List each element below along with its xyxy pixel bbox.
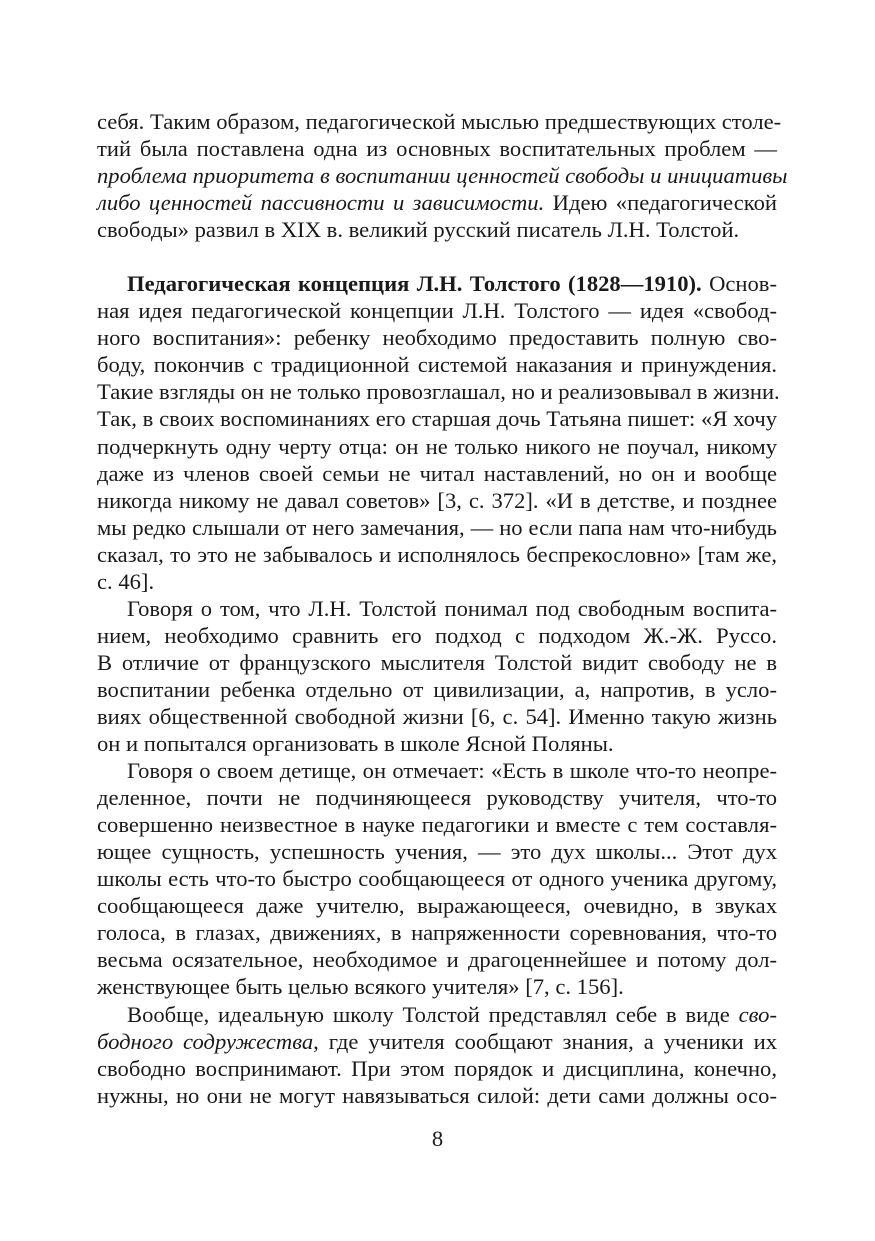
section-spacer	[97, 243, 777, 270]
text-line: подчеркнуть одну черту отца: он не только никого не поучал, никому	[97, 433, 777, 459]
paragraph-intro	[97, 108, 788, 243]
paragraph-rousseau-comparison	[97, 595, 777, 757]
text-line: совершенно неизвестное в науке педагогики и вместе с тем составля-	[97, 812, 777, 838]
text-line: никогда никому не давал советов» [3, с. 372]. «И в детстве, и позднее	[97, 487, 777, 513]
text-line: школы есть что-то быстро сообщающееся от одного ученика другому,	[97, 866, 777, 892]
text-line: ющее сущность, успешность учения, — это дух школы... Этот дух	[97, 839, 777, 865]
text-line: Такие взгляды он не только провозглашал, но и реализовывал в жизни.	[97, 379, 780, 405]
text-line: женствующее быть целью всякого учителя» [7, с. 156].	[97, 974, 624, 1000]
text-fragment: Идею «педагогической	[544, 190, 778, 216]
text-line: боду, покончив с традиционной системой наказания и принуждения.	[97, 352, 777, 378]
text-line: весьма осязательное, необходимое и драгоценнейшее и потому дол-	[97, 947, 777, 973]
text-line	[97, 189, 777, 216]
text-line: даже из членов своей семьи не читал наставлений, но он и вообще	[97, 460, 777, 486]
text-line: воспитании ребенка отдельно от цивилизации, а, напротив, в усло-	[97, 676, 777, 702]
text-line: Так, в своих воспоминаниях его старшая дочь Татьяна пишет: «Я хочу	[97, 406, 777, 432]
text-line: сообщающееся даже учителю, выражающееся, очевидно, в звуках	[97, 893, 777, 919]
text-line: тий была поставлена одна из основных воспитательных проблем —	[97, 136, 777, 162]
section-heading: Педагогическая концепция Л.Н. Толстого (1828—1910).	[127, 271, 702, 297]
text-line	[97, 270, 777, 297]
italic-text-line: проблема приоритета в воспитании ценностей свободы и инициативы	[97, 163, 788, 189]
text-line: свободы» развил в XIX в. великий русский писатель Л.Н. Толстой.	[97, 217, 740, 243]
text-line	[97, 1028, 777, 1055]
page-number: 8	[431, 1126, 444, 1151]
text-line: мы редко слышали от него замечания, — но если папа нам что-нибудь	[97, 514, 777, 540]
text-line: ная идея педагогической концепции Л.Н. Толстого — идея «свобод-	[97, 298, 777, 324]
text-line: виях общественной свободной жизни [6, с. 54]. Именно такую жизнь	[97, 703, 777, 729]
text-line	[97, 1001, 777, 1028]
text-line: голоса, в глазах, движениях, в напряженности соревнования, что-то	[97, 920, 777, 946]
text-fragment: Основ-	[701, 271, 777, 297]
italic-phrase: бодного содружества	[97, 1028, 314, 1054]
text-line: Говоря о том, что Л.Н. Толстой понимал под свободным воспита-	[127, 595, 777, 621]
text-line: свободно воспринимают. При этом порядок и дисциплина, конечно,	[97, 1055, 777, 1081]
paragraph-ideal-school	[97, 1001, 777, 1109]
text-line: себя. Таким образом, педагогической мыслью предшествующих столе-	[97, 109, 782, 134]
text-line: В отличие от французского мыслителя Толстой видит свободу не в	[97, 649, 777, 675]
text-line: ного воспитания»: ребенку необходимо предоставить полную сво-	[97, 325, 777, 351]
text-line: нием, необходимо сравнить его подход с подходом Ж.-Ж. Руссо.	[97, 622, 777, 648]
text-fragment: Вообще, идеальную школу Толстой представлял себе в виде	[127, 1001, 739, 1027]
text-column	[97, 108, 788, 1109]
text-line: он и попытался организовать в школе Ясной Поляны.	[97, 731, 614, 757]
text-fragment: , где учителя сообщают знания, а ученики их	[313, 1028, 777, 1054]
paragraph-school-spirit	[97, 757, 777, 1000]
text-line: деленное, почти не подчиняющееся руководству учителя, что-то	[97, 785, 777, 811]
text-line: нужны, но они не могут навязываться силой: дети сами должны осо-	[97, 1082, 777, 1108]
text-line: с. 46].	[97, 568, 155, 594]
paragraph-tolstoy-concept	[97, 270, 780, 595]
text-line: сказал, то это не забывалось и исполнялось беспрекословно» [там же,	[97, 541, 777, 567]
italic-phrase: сво-	[738, 1001, 777, 1027]
text-line: Говоря о своем детище, он отмечает: «Есть в школе что-то неопре-	[127, 758, 777, 784]
italic-phrase: либо ценностей пассивности и зависимости.	[97, 190, 545, 216]
